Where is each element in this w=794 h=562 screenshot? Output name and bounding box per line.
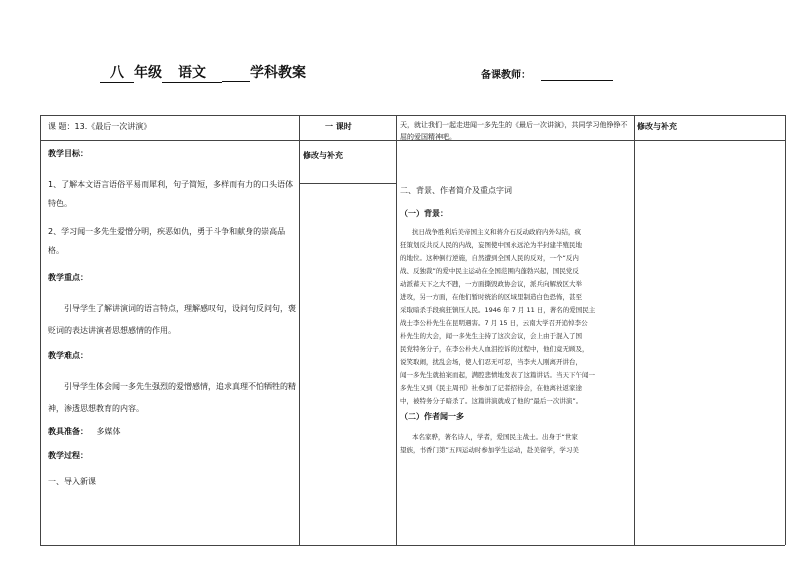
table-border-left xyxy=(40,115,41,545)
goal-2: 2、学习闻一多先生爱憎分明，疾恶如仇，勇于斗争和献身的崇高品格。 xyxy=(48,227,286,255)
text-line: 本名家骅，著名诗人，学者，爱国民主战士。出身于“世家 xyxy=(412,433,578,441)
subject-blank xyxy=(222,65,250,82)
text-line: 战、反独裁”的爱中民主运动在全国范围内蓬勃兴起，国民党反 xyxy=(400,267,579,275)
table-border-top xyxy=(40,115,785,116)
prep-label: 教具准备： xyxy=(48,427,88,436)
text-line: 采取暗杀手段疯狂镇压人民。1946 年 7 月 11 日，著名的爱国民主 xyxy=(400,306,596,314)
topic-cell: 课 题：13.《最后一次讲演》 xyxy=(48,122,152,131)
mid-revise-header: 修改与补充 xyxy=(303,151,343,160)
text-line: 中，被特务分子暗杀了。这篇讲演就成了他的“最后一次讲演”。 xyxy=(400,397,583,405)
difficulty-text: 引导学生体会闻一多先生强烈的爱憎感情，追求真理不怕牺牲的精神，渗透思想教育的内容。 xyxy=(48,382,296,413)
text-line: 闻一多先生就拍案而起，满腔悲愤地发表了这篇讲话。当天下午闻一 xyxy=(400,371,595,379)
text-line: 民党特务分子，在李公朴夫人血泪控诉的过程中，他们竟无顾及， xyxy=(400,345,589,353)
text-line: 狂策划反共反人民的内战，妄图使中国永远沦为半封建半殖民地 xyxy=(400,241,582,249)
table-border-right xyxy=(785,115,786,545)
grade-label: 年级 xyxy=(134,65,162,81)
background-title: （一）背景： xyxy=(400,209,448,218)
text-line: 的地位。这种倒行逆施，自然遭到全国人民的反对，一个“反内 xyxy=(400,254,579,262)
text-line: 动派蓄天下之大不韪，一方面撕毁政协会议，派兵向解放区大举 xyxy=(400,280,582,288)
key-title: 教学重点： xyxy=(48,273,88,282)
mid-col-divider xyxy=(299,183,396,184)
col-divider-2 xyxy=(396,115,397,545)
doc-title xyxy=(100,62,306,83)
author-title: （二）作者闻一多 xyxy=(400,412,464,421)
right-revise-header: 修改与补充 xyxy=(637,122,677,131)
title-suffix: 学科教案 xyxy=(250,65,306,81)
process-title: 教学过程： xyxy=(48,451,88,460)
goals-title: 教学目标： xyxy=(48,149,88,158)
text-line: 战士李公朴先生在昆明遇害。7 月 15 日，云南大学召开追悼李公 xyxy=(400,319,588,327)
grade-value: 八 xyxy=(100,62,134,83)
background-text xyxy=(400,226,632,408)
text-line: 说笑取闹，扰乱会场，使人们忍无可忍，当李夫人刚离开讲台， xyxy=(400,358,582,366)
prep-row xyxy=(48,426,121,438)
difficulty-title: 教学难点： xyxy=(48,351,88,360)
subject-value: 语文 xyxy=(162,62,222,83)
author-text xyxy=(400,431,632,457)
period-cell: 一 课时 xyxy=(325,122,352,131)
teacher-field xyxy=(481,66,613,81)
text-line: 多先生又到《民主周刊》社参加了记者招待会，在他离社返家途 xyxy=(400,384,582,392)
key-text: 引导学生了解讲演词的语言特点，理解感叹句，设问句反问句，褒贬词的表达讲演者思想感情的作用。 xyxy=(48,304,296,335)
col-divider-3 xyxy=(634,115,635,545)
table-border-bottom xyxy=(40,545,785,546)
step-1: 一、导入新课 xyxy=(48,477,96,486)
text-line: 抗日战争胜利后美帝国主义和蒋介石反动政府内外勾结，疯 xyxy=(412,228,581,236)
section-2-title: 二、背景、作者简介及重点字词 xyxy=(400,186,512,195)
text-line: 进攻，另一方面，在他们暂时统治的区域里制造白色恐怖，甚至 xyxy=(400,293,582,301)
col-divider-1 xyxy=(299,115,300,545)
prep-value: 多媒体 xyxy=(96,427,121,436)
teacher-blank xyxy=(541,70,613,81)
text-line: 朴先生的大会，闻一多先生主持了这次会议，会上由于混入了国 xyxy=(400,332,582,340)
goal-1: 1、了解本文语言语俗平易而犀利，句子简短，多样而有力的口头语体特色。 xyxy=(48,180,294,208)
intro-text: 天，就让我们一起走进闻一多先生的《最后一次讲演》，共同学习他铮铮不屈的爱国精神吧。 xyxy=(400,121,628,141)
teacher-label: 备课教师： xyxy=(481,70,531,81)
text-line: 望族，书香门第”五四运动时参加学生运动，赴美留学，学习美 xyxy=(400,446,579,454)
